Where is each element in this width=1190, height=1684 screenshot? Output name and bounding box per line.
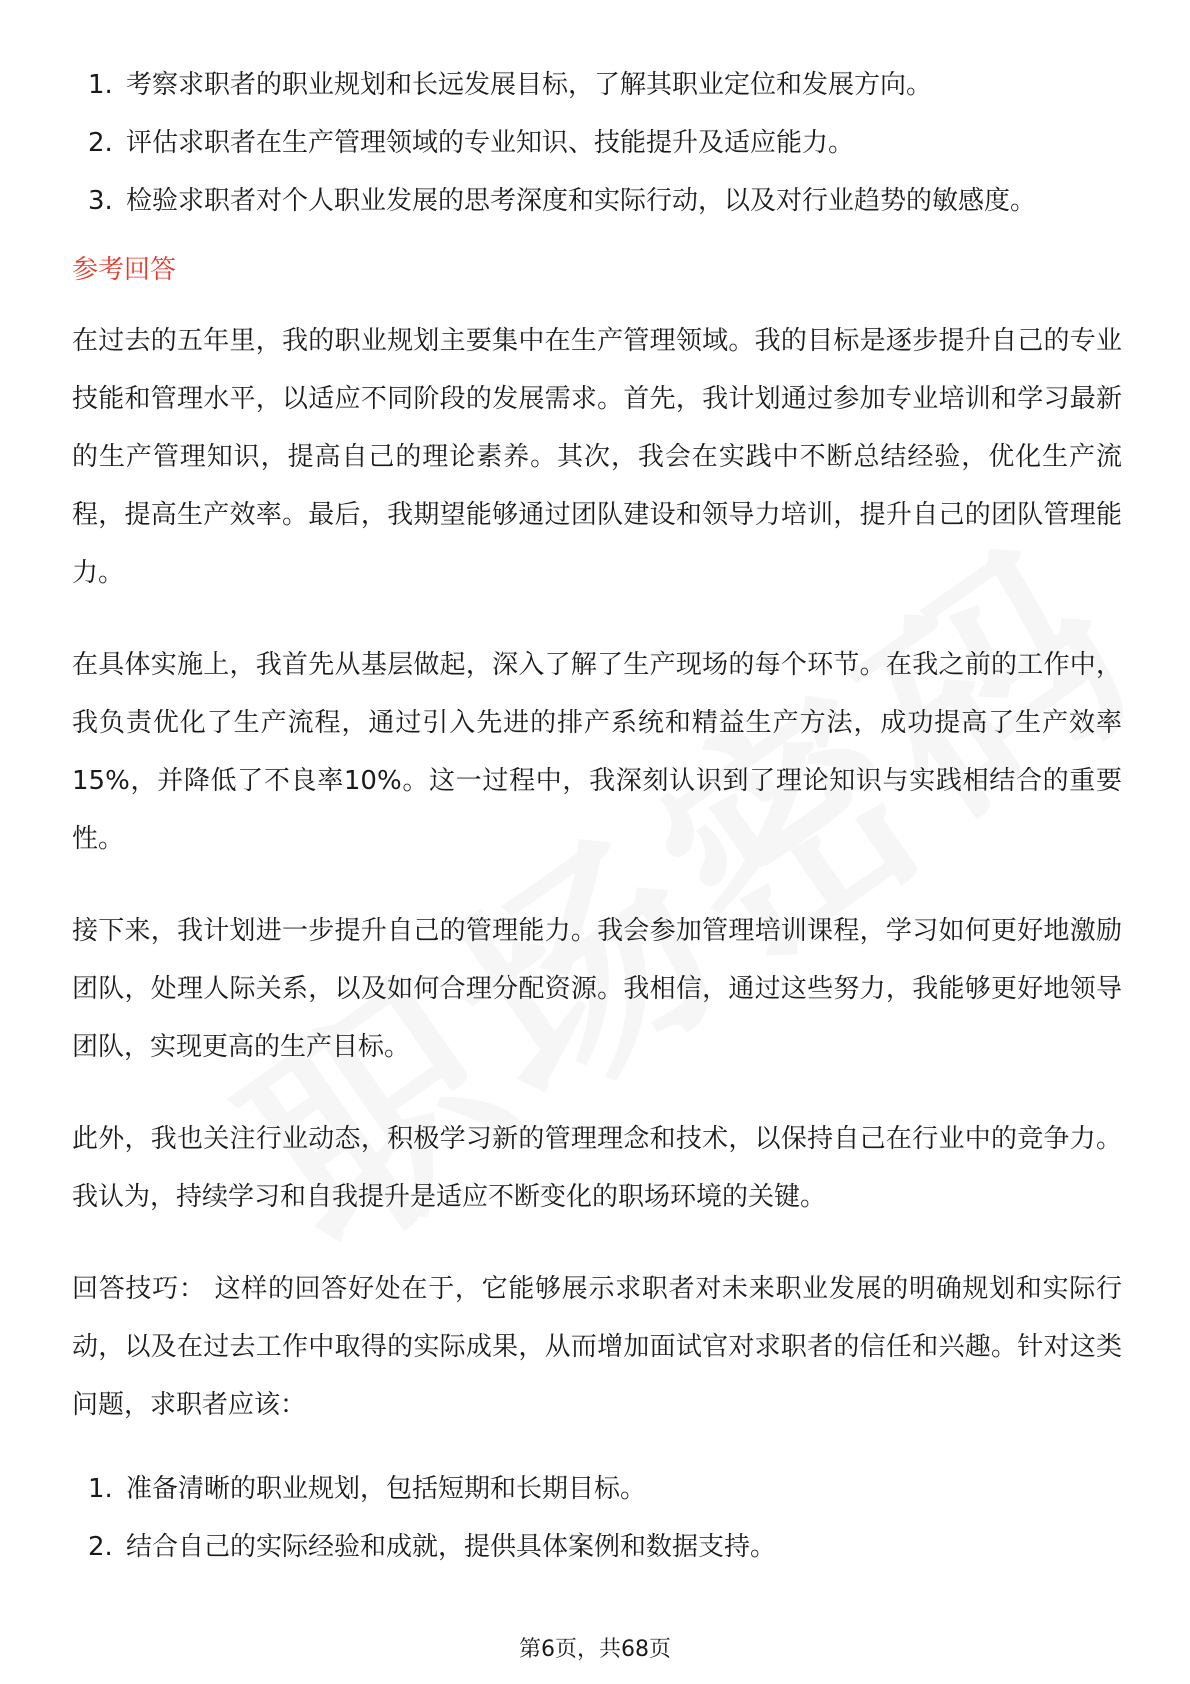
list-number: 2.	[88, 1532, 113, 1562]
list-item	[72, 56, 1122, 114]
advice-list	[72, 1460, 1122, 1576]
list-text: 评估求职者在生产管理领域的专业知识、技能提升及适应能力。	[126, 128, 855, 158]
list-number: 3.	[88, 186, 113, 216]
paragraph: 接下来，我计划进一步提升自己的管理能力。我会参加管理培训课程，学习如何更好地激励团队，处理人际关系，以及如何合理分配资源。我相信，通过这些努力，我能够更好地领导团队，实现更高的生产目标。	[72, 916, 1122, 1062]
page-number: 第6页，共68页	[519, 1637, 671, 1662]
paragraph: 回答技巧： 这样的回答好处在于，它能够展示求职者对未来职业发展的明确规划和实际行动，以及在过去工作中取得的实际成果，从而增加面试官对求职者的信任和兴趣。针对这类问题，求职者应该：	[72, 1274, 1122, 1420]
objectives-list	[72, 56, 1122, 230]
paragraph: 在具体实施上，我首先从基层做起，深入了解了生产现场的每个环节。在我之前的工作中，我负责优化了生产流程，通过引入先进的排产系统和精益生产方法，成功提高了生产效率15%，并降低了不良率10%。这一过程中，我深刻认识到了理论知识与实践相结合的重要性。	[72, 650, 1122, 854]
list-text: 准备清晰的职业规划，包括短期和长期目标。	[126, 1474, 647, 1504]
list-item	[72, 1460, 1122, 1518]
paragraph: 此外，我也关注行业动态，积极学习新的管理理念和技术，以保持自己在行业中的竞争力。我认为，持续学习和自我提升是适应不断变化的职场环境的关键。	[72, 1124, 1122, 1212]
list-item	[72, 1518, 1122, 1576]
list-number: 2.	[88, 128, 113, 158]
document-page	[72, 56, 1122, 1576]
list-item	[72, 114, 1122, 172]
list-number: 1.	[88, 1474, 113, 1504]
list-text: 结合自己的实际经验和成就，提供具体案例和数据支持。	[126, 1532, 777, 1562]
list-number: 1.	[88, 70, 113, 100]
list-text: 考察求职者的职业规划和长远发展目标，了解其职业定位和发展方向。	[126, 70, 933, 100]
paragraph: 在过去的五年里，我的职业规划主要集中在生产管理领域。我的目标是逐步提升自己的专业技能和管理水平，以适应不同阶段的发展需求。首先，我计划通过参加专业培训和学习最新的生产管理知识，提高自己的理论素养。其次，我会在实践中不断总结经验，优化生产流程，提高生产效率。最后，我期望能够通过团队建设和领导力培训，提升自己的团队管理能力。	[72, 326, 1122, 588]
list-text: 检验求职者对个人职业发展的思考深度和实际行动，以及对行业趋势的敏感度。	[126, 186, 1037, 216]
list-item	[72, 172, 1122, 230]
section-title: 参考回答	[72, 255, 177, 285]
